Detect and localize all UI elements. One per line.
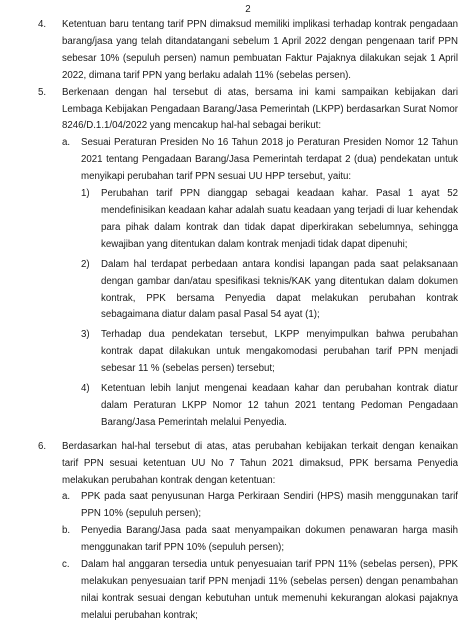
item-text: Ketentuan baru tentang tarif PPN dimaksud memiliki implikasi terhadap kontrak pengadaan barang/jasa yang telah ditandatangani sebelum 1 April 2022 dengan pengenaan tarif PPN sebesar 10% (sepuluh persen) namun pembuatan Faktur Pajaknya dilakukan sejak 1 April 2022, dimana tarif PPN yang berlaku adalah 11% (sebelas persen). (62, 19, 458, 81)
sub-item-text: Terhadap dua pendekatan tersebut, LKPP menyimpulkan bahwa perubahan kontrak dapat dilakukan untuk mengakomodasi perubahan tarif PPN menjadi sebesar 11 % (sebelas persen) tersebut; (101, 329, 458, 375)
sub-item-text: Dalam hal anggaran tersedia untuk penyesuaian tarif PPN 11% (sebelas persen), PPK melakukan penyesuaian tarif PPN menjadi 11% (sebelas persen) dengan penambahan nilai kontrak sesuai dengan kebutuhan untuk memenuhi kekurangan alokasi pajaknya melalui perubahan kontrak; (81, 559, 458, 621)
sub-item-text: PPK pada saat penyusunan Harga Perkiraan Sendiri (HPS) masih menggunakan tarif PPN 10% (sepuluh persen); (81, 491, 458, 520)
sub-item-label: a. (62, 137, 71, 149)
sub-item-text: Penyedia Barang/Jasa pada saat menyampaikan dokumen penawaran harga masih menggunakan tarif PPN 10% (sepuluh persen); (81, 525, 458, 554)
sub-item-text: Sesuai Peraturan Presiden No 16 Tahun 2018 jo Peraturan Presiden Nomor 12 Tahun 2021 tentang Pengadaan Barang/Jasa Pemerintah terdapat 2 (dua) pendekatan untuk menyikapi perubahan tarif PPN sesuai UU HPP tersebut, yaitu: (81, 137, 458, 183)
sub-item-b (62, 523, 458, 557)
sub-item-label: 4) (81, 383, 90, 395)
list-item-5 (38, 85, 458, 136)
sub-item-label: 1) (81, 188, 90, 200)
sub-item-a (62, 489, 458, 523)
sub-item-label: 2) (81, 258, 90, 270)
sub-item-text: Perubahan tarif PPN dianggap sebagai keadaan kahar. Pasal 1 ayat 52 mendefinisikan keadaan kahar adalah suatu keadaan yang terjadi di luar kehendak para pihak dalam kontrak dan tidak dapat diperkirakan sebelumnya, sehingga kewajiban yang ditentukan dalam kontrak menjadi tidak dapat dipenuhi; (101, 188, 458, 250)
item-text: Berkenaan dengan hal tersebut di atas, bersama ini kami sampaikan kebijakan dari Lembaga Kebijakan Pengadaan Barang/Jasa Pemerintah (LKPP) berdasarkan Surat Nomor 8246/D.1.1/04/2022 yang mencakup hal-hal sebagai berikut: (62, 86, 458, 132)
list-item-6 (38, 439, 458, 490)
list-item-4 (38, 17, 458, 85)
sub-item-4 (81, 381, 458, 432)
sub-item-label: b. (62, 525, 71, 537)
sub-item-3 (81, 327, 458, 378)
sub-item-text: Dalam hal terdapat perbedaan antara kondisi lapangan pada saat pelaksanaan dengan gambar dan/atau spesifikasi teknis/KAK yang ditentukan dalam dokumen kontrak, PPK bersama Penyedia dapat melakukan perubahan kontrak sebagaimana diatur dalam pasal Pasal 54 ayat (1); (101, 258, 458, 321)
item-number: 4. (38, 19, 47, 30)
page-number: 2 (245, 4, 251, 15)
item-text: Berdasarkan hal-hal tersebut di atas, atas perubahan kebijakan terkait dengan kenaikan tarif PPN sesuai ketentuan UU No 7 Tahun 2021 dimaksud, PPK bersama Penyedia melakukan perubahan kontrak dengan ketentuan: (62, 440, 458, 486)
sub-item-label: c. (62, 559, 70, 571)
sub-item-c (62, 557, 458, 625)
sub-item-2 (81, 257, 458, 325)
sub-item-1 (81, 186, 458, 254)
item-number: 5. (38, 86, 47, 98)
item-number: 6. (38, 440, 47, 452)
sub-item-text: Ketentuan lebih lanjut mengenai keadaan kahar dan perubahan kontrak diatur dalam Peraturan LKPP Nomor 12 tahun 2021 tentang Pedoman Pengadaan Barang/Jasa Pemerintah melalui Penyedia. (101, 383, 458, 428)
sub-item-label: 3) (81, 329, 90, 341)
sub-item-a (62, 135, 458, 186)
sub-item-label: a. (62, 491, 71, 503)
